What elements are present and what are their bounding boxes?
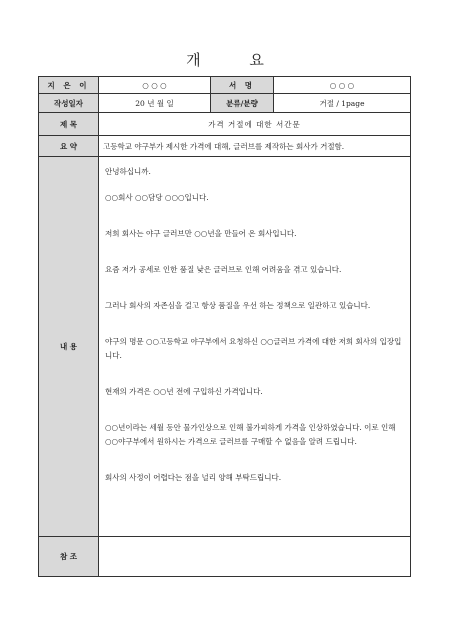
content-paragraph: 현재의 가격은 ○○년 전에 구입하신 가격입니다. (105, 387, 263, 396)
author-label: 지 은 이 (39, 77, 99, 94)
content-paragraph: ○○회사 ○○담당 ○○○입니다. (105, 193, 209, 202)
summary-label: 요 약 (39, 136, 99, 157)
content-row (39, 157, 411, 537)
content-paragraph: 요즘 저가 공세로 인한 품질 낮은 글러브로 인해 어려움을 겪고 있습니다. (105, 265, 342, 274)
subject-value: 가격 거절에 대한 서간문 (99, 113, 411, 136)
content-body (99, 157, 411, 537)
reference-value (99, 537, 411, 577)
signature-value: ○ ○ ○ (274, 77, 411, 94)
date-row (39, 94, 411, 113)
subject-label: 제 목 (39, 113, 99, 136)
content-paragraph: 안녕하십니까. (105, 167, 151, 176)
date-value: 20 년 월 일 (99, 94, 211, 113)
content-paragraph: 회사의 사정이 어렵다는 점을 널리 양해 부탁드립니다. (105, 473, 282, 482)
content-paragraph: 야구의 명문 ○○고등학교 야구부에서 요청하신 ○○글러브 가격에 대한 저희 회사의 입장입니다. (105, 337, 402, 360)
author-value: ○ ○ ○ (99, 77, 211, 94)
category-label: 분류/분량 (211, 94, 274, 113)
signature-label: 서 명 (211, 77, 274, 94)
date-label: 작성일자 (39, 94, 99, 113)
reference-row (39, 537, 411, 577)
page-title: 개 요 (186, 51, 286, 69)
reference-label: 참 조 (39, 537, 99, 577)
summary-row (39, 136, 411, 157)
category-value: 거절 / 1page (274, 94, 411, 113)
content-label: 내 용 (39, 157, 99, 537)
content-paragraph: ○○년이라는 세월 동안 물가인상으로 인해 불가피하게 가격을 인상하였습니다. 이로 인해 ○○야구부에서 원하시는 가격으로 글러브를 구매할 수 없음을 알려 드립니다. (105, 423, 396, 446)
summary-value: 고등학교 야구부가 제시한 가격에 대해, 글러브를 제작하는 회사가 거절함. (99, 136, 411, 157)
subject-row (39, 113, 411, 136)
author-row (39, 77, 411, 94)
content-paragraph: 그러나 회사의 자존심을 걸고 항상 품질을 우선 하는 정책으로 일관하고 있습니다. (105, 301, 371, 310)
document-table (38, 76, 411, 577)
content-paragraph: 저희 회사는 야구 글러브만 ○○년을 만들어 온 회사입니다. (105, 229, 297, 238)
